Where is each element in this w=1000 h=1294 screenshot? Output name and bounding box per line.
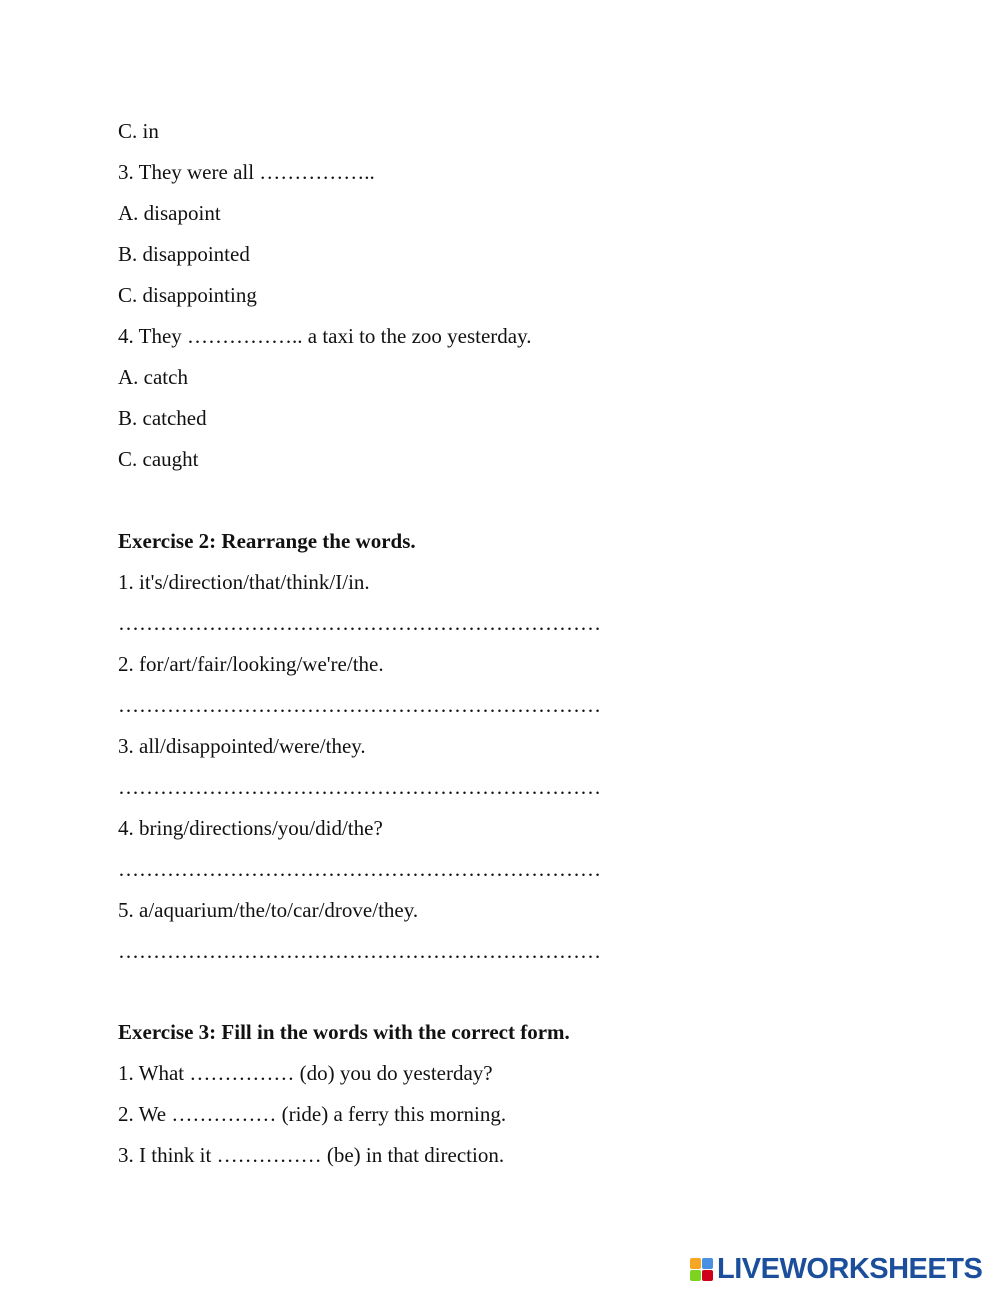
liveworksheets-logo-mark-icon (690, 1258, 713, 1281)
ex2-item-5-prompt: 5. a/aquarium/the/to/car/drove/they. (118, 898, 419, 922)
ex3-item-1: 1. What …………… (do) you do yesterday? (118, 1061, 493, 1085)
ex2-item-4-prompt: 4. bring/directions/you/did/the? (118, 816, 383, 840)
exercise3-heading: Exercise 3: Fill in the words with the correct form. (118, 1020, 570, 1044)
liveworksheets-logo (690, 1253, 982, 1285)
q4-option-b: B. catched (118, 406, 207, 430)
ex2-item-4-answer-line[interactable]: …………………………………………………………… (118, 857, 601, 881)
exercise2-heading: Exercise 2: Rearrange the words. (118, 529, 416, 553)
ex3-item-2: 2. We …………… (ride) a ferry this morning. (118, 1102, 507, 1126)
ex2-item-5-answer-line[interactable]: …………………………………………………………… (118, 939, 601, 963)
q4-question: 4. They …………….. a taxi to the zoo yesterday. (118, 324, 532, 348)
q3-question: 3. They were all …………….. (118, 160, 375, 184)
q2-option-c: C. in (118, 119, 159, 143)
ex2-item-3-prompt: 3. all/disappointed/were/they. (118, 734, 366, 758)
ex2-item-2-answer-line[interactable]: …………………………………………………………… (118, 693, 601, 717)
q3-option-c: C. disappointing (118, 283, 257, 307)
q3-option-a: A. disapoint (118, 201, 221, 225)
ex3-item-3: 3. I think it …………… (be) in that direction. (118, 1143, 505, 1167)
ex2-item-3-answer-line[interactable]: …………………………………………………………… (118, 775, 601, 799)
q4-option-c: C. caught (118, 447, 199, 471)
ex2-item-1-answer-line[interactable]: …………………………………………………………… (118, 611, 601, 635)
liveworksheets-logo-text: LIVEWORKSHEETS (717, 1252, 983, 1285)
ex2-item-1-prompt: 1. it's/direction/that/think/I/in. (118, 570, 370, 594)
q4-option-a: A. catch (118, 365, 188, 389)
q3-option-b: B. disappointed (118, 242, 250, 266)
ex2-item-2-prompt: 2. for/art/fair/looking/we're/the. (118, 652, 384, 676)
